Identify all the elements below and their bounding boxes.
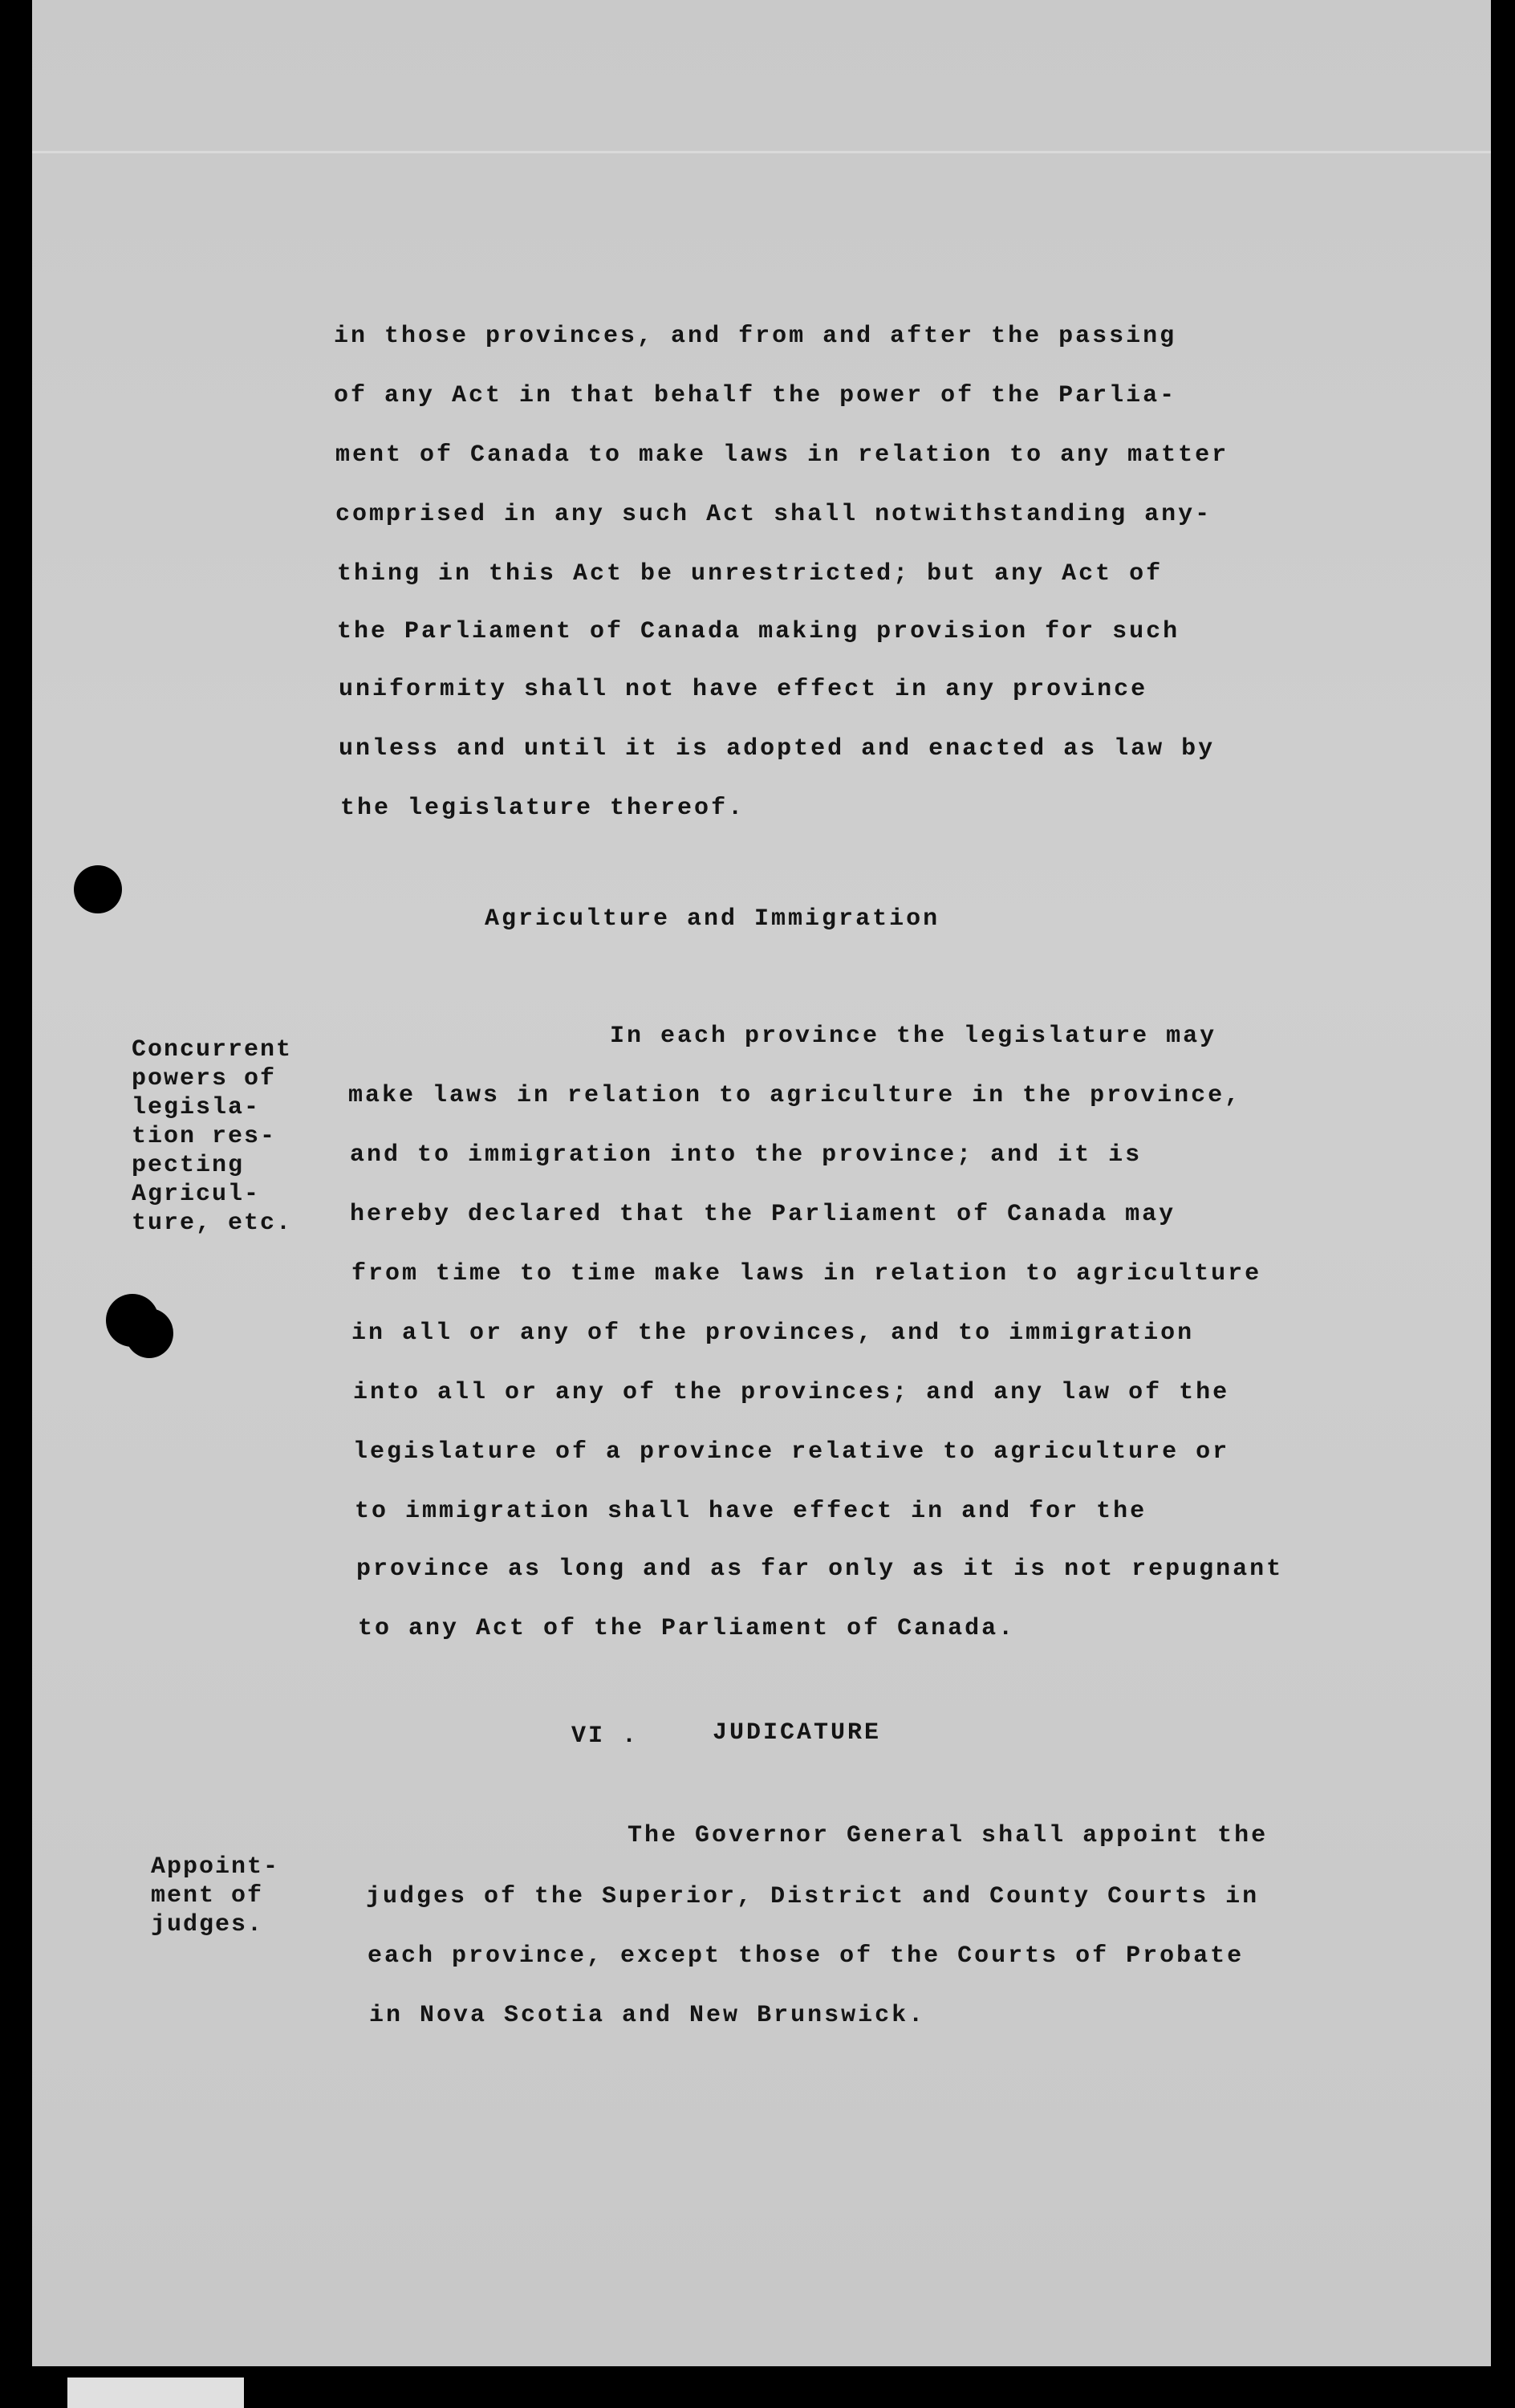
margin-note-line: Concurrent xyxy=(132,1036,293,1064)
text-line: unless and until it is adopted and enacted as law by xyxy=(339,735,1216,763)
text-line: the Parliament of Canada making provision for such xyxy=(337,618,1180,645)
text-line: ment of Canada to make laws in relation to any matter xyxy=(335,441,1229,469)
margin-note-line: Appoint- xyxy=(151,1853,280,1881)
text-line: In each province the legislature may xyxy=(610,1023,1217,1050)
section-numeral: VI . xyxy=(571,1723,640,1750)
text-line: in Nova Scotia and New Brunswick. xyxy=(369,2002,926,2029)
page-crease xyxy=(32,151,1491,153)
text-line: in those provinces, and from and after the passing xyxy=(334,323,1177,350)
text-line: make laws in relation to agriculture in the province, xyxy=(348,1082,1242,1109)
punch-hole-upper xyxy=(74,865,122,913)
text-line: to immigration shall have effect in and for the xyxy=(355,1498,1147,1525)
text-line: each province, except those of the Courts of Probate xyxy=(368,1942,1245,1970)
text-line: province as long and as far only as it is not repugnant xyxy=(356,1556,1284,1583)
text-line: The Governor General shall appoint the xyxy=(628,1822,1269,1849)
text-line: of any Act in that behalf the power of the Parlia- xyxy=(334,382,1177,409)
margin-note-line: Agricul- xyxy=(132,1181,261,1208)
text-line: thing in this Act be unrestricted; but any Act of xyxy=(337,560,1164,588)
margin-note-line: tion res- xyxy=(132,1123,277,1150)
margin-note-line: ture, etc. xyxy=(132,1210,293,1237)
text-line: the legislature thereof. xyxy=(340,795,745,822)
margin-note-appointment-of-judges xyxy=(151,1853,279,1939)
section-heading-judicature: JUDICATURE xyxy=(713,1719,882,1747)
film-edge-tab xyxy=(67,2377,244,2408)
margin-note-line: legisla- xyxy=(132,1094,261,1121)
margin-note-concurrent-powers xyxy=(132,1035,292,1238)
text-line: hereby declared that the Parliament of Canada may xyxy=(350,1201,1176,1228)
text-line: to any Act of the Parliament of Canada. xyxy=(358,1615,1016,1642)
margin-note-line: judges. xyxy=(151,1911,264,1938)
text-line: from time to time make laws in relation to agriculture xyxy=(351,1260,1262,1287)
text-line: into all or any of the provinces; and any law of the xyxy=(353,1379,1230,1406)
text-line: uniformity shall not have effect in any province xyxy=(339,676,1148,703)
text-line: and to immigration into the province; and it is xyxy=(350,1141,1143,1169)
margin-note-line: ment of xyxy=(151,1882,264,1910)
text-line: legislature of a province relative to agriculture or xyxy=(353,1438,1230,1466)
text-line: in all or any of the provinces, and to immigration xyxy=(351,1320,1195,1347)
section-heading-agriculture: Agriculture and Immigration xyxy=(485,905,940,933)
punch-hole-lower-overlap xyxy=(125,1308,173,1358)
margin-note-line: powers of xyxy=(132,1065,277,1092)
text-line: judges of the Superior, District and County Courts in xyxy=(366,1883,1260,1910)
margin-note-line: pecting xyxy=(132,1152,245,1179)
text-line: comprised in any such Act shall notwithstanding any- xyxy=(335,501,1212,528)
